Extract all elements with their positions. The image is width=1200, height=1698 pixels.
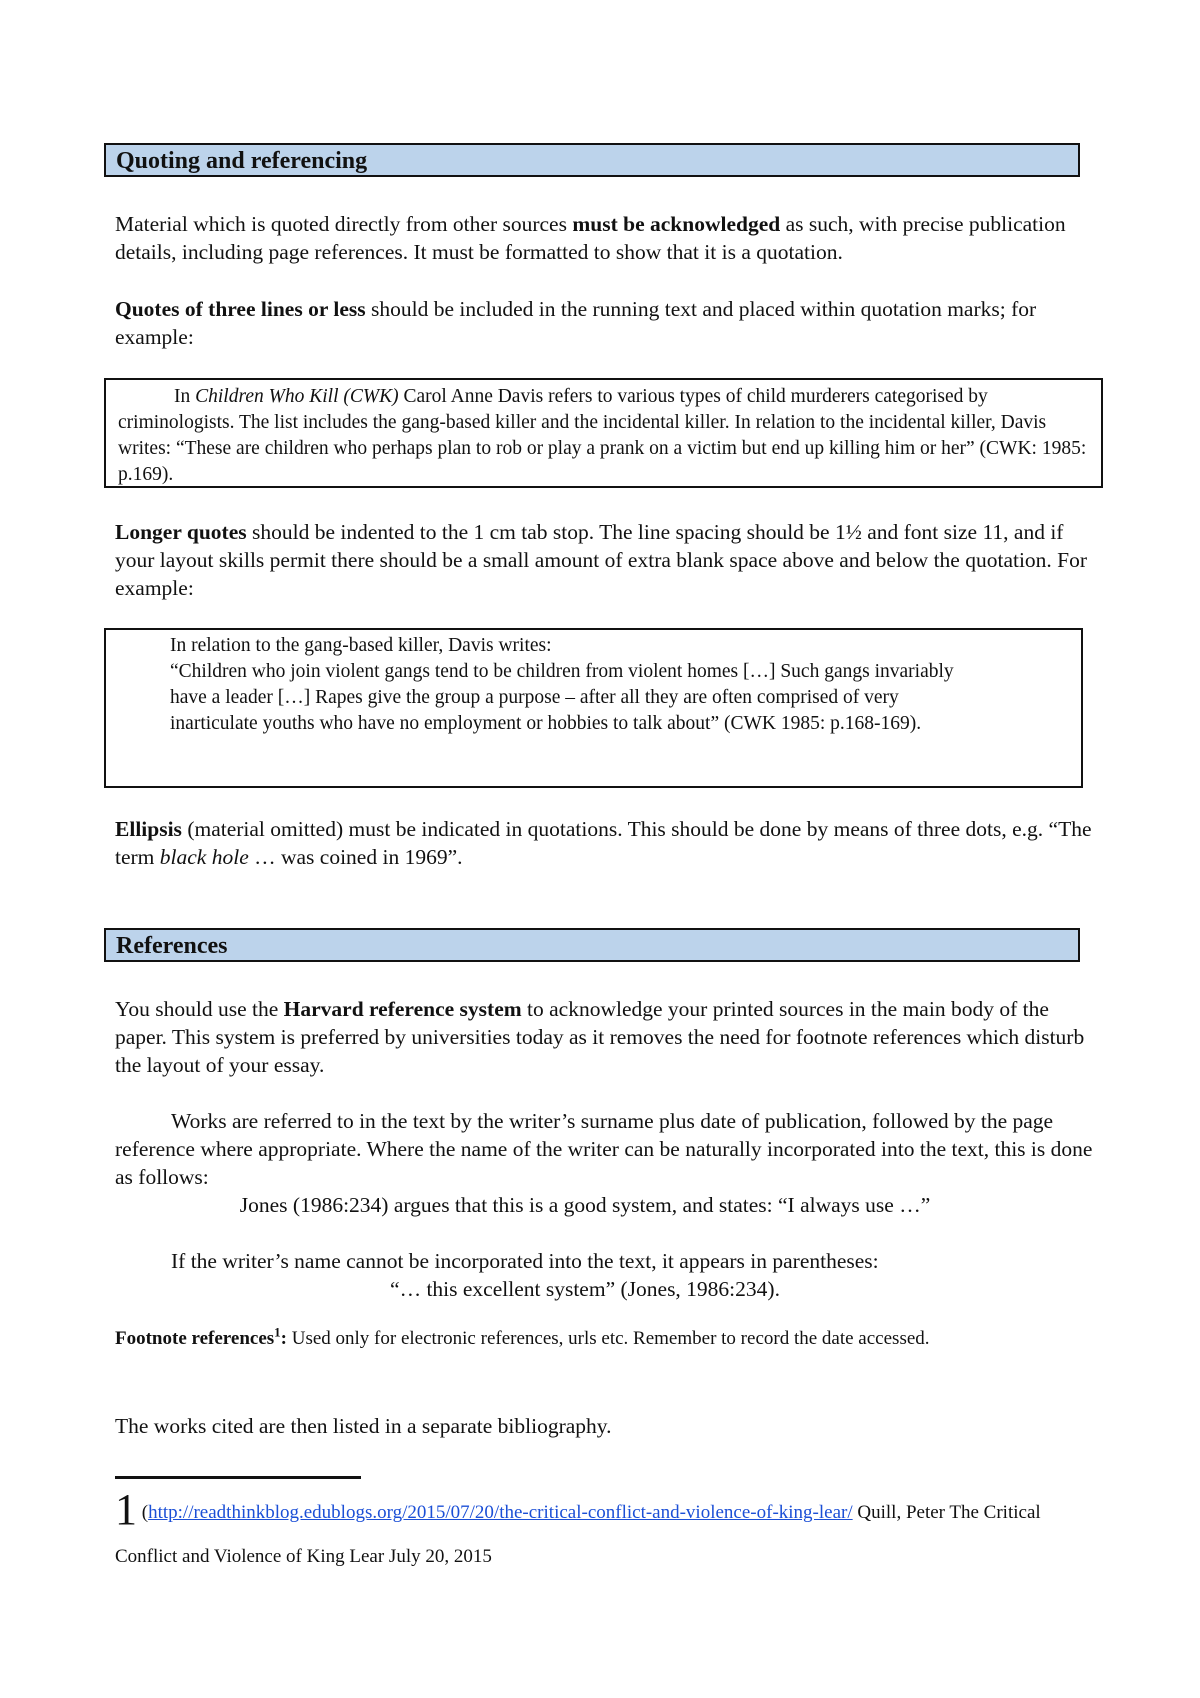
- long-quote-body: “Children who join violent gangs tend to be children from violent homes […] Such gangs invariably have a leader […] Rapes give the group a purpose – after all they are often comprised of very inarticulate youths who have no employment or hobbies to talk about” (CWK 1985: p.168-169).: [170, 661, 954, 734]
- paragraph-harvard: You should use the Harvard reference system to acknowledge your printed sources in the main body of the paper. This system is preferred by universities today as it removes the need for footnote references which disturb the layout of your essay.: [115, 997, 1085, 1077]
- paragraph-ellipsis: Ellipsis (material omitted) must be indicated in quotations. This should be done by means of three dots, e.g. “The term black hole … was coined in 1969”.: [115, 817, 1092, 869]
- paragraph-footnote-references: Footnote references$^1$: Used only for electronic references, urls etc. Remember to record the date accessed.: [115, 1324, 930, 1349]
- footnote-url-link[interactable]: http://readthinkblog.edublogs.org/2015/07/20/the-critical-conflict-and-violence-of-king-lear/: [148, 1502, 853, 1523]
- heading-text: Quoting and referencing: [116, 148, 368, 174]
- footnote-separator: [115, 1476, 361, 1479]
- example-parenthetical-citation: “… this excellent system” (Jones, 1986:234).: [390, 1277, 780, 1301]
- section-heading-quoting: [104, 143, 1080, 177]
- heading-text: References: [116, 933, 228, 959]
- footnote: 1 (http://readthinkblog.edublogs.org/2015/07/20/the-critical-conflict-and-violence-of-king-lear/ Quill, Peter The Critical Conflict and Violence of King Lear July 20, 2015: [115, 1485, 1041, 1567]
- footnote-number: 1: [115, 1485, 137, 1534]
- paragraph-bibliography: The works cited are then listed in a separate bibliography.: [115, 1414, 612, 1438]
- short-quote-example-box: [104, 378, 1103, 488]
- paragraph-longer-quotes: Longer quotes should be indented to the 1 cm tab stop. The line spacing should be 1½ and font size 11, and if your layout skills permit there should be a small amount of extra blank space above and below the quotation. For example:: [115, 520, 1088, 600]
- paragraph-intro: Material which is quoted directly from other sources must be acknowledged as such, with precise publication details, including page references. It must be formatted to show that it is a quotation.: [115, 212, 1066, 264]
- paragraph-short-quotes: Quotes of three lines or less should be included in the running text and placed within quotation marks; for example:: [115, 297, 1037, 349]
- paragraph-if-name: If the writer’s name cannot be incorporated into the text, it appears in parentheses:: [171, 1249, 879, 1273]
- example-inline-citation: Jones (1986:234) argues that this is a good system, and states: “I always use …”: [239, 1193, 931, 1217]
- section-heading-references: [104, 928, 1080, 962]
- footnote-marker[interactable]: 1: [274, 1324, 281, 1340]
- long-quote-intro-line: In relation to the gang-based killer, Davis writes:: [170, 635, 552, 656]
- long-quote-example-box: [104, 628, 1083, 788]
- paragraph-works: Works are referred to in the text by the writer’s surname plus date of publication, followed by the page reference where appropriate. Where the name of the writer can be naturally incorporated into the text, this is done as follows:: [115, 1109, 1093, 1189]
- short-quote-example-text: In Children Who Kill (CWK) Carol Anne Davis refers to various types of child murderers categorised by criminologists. The list includes the gang-based killer and the incidental killer. In relation to the incidental killer, Davis writes: “These are children who perhaps plan to rob or play a prank on a victim but end up killing him or her” (CWK: 1985: p.169).: [118, 386, 1087, 485]
